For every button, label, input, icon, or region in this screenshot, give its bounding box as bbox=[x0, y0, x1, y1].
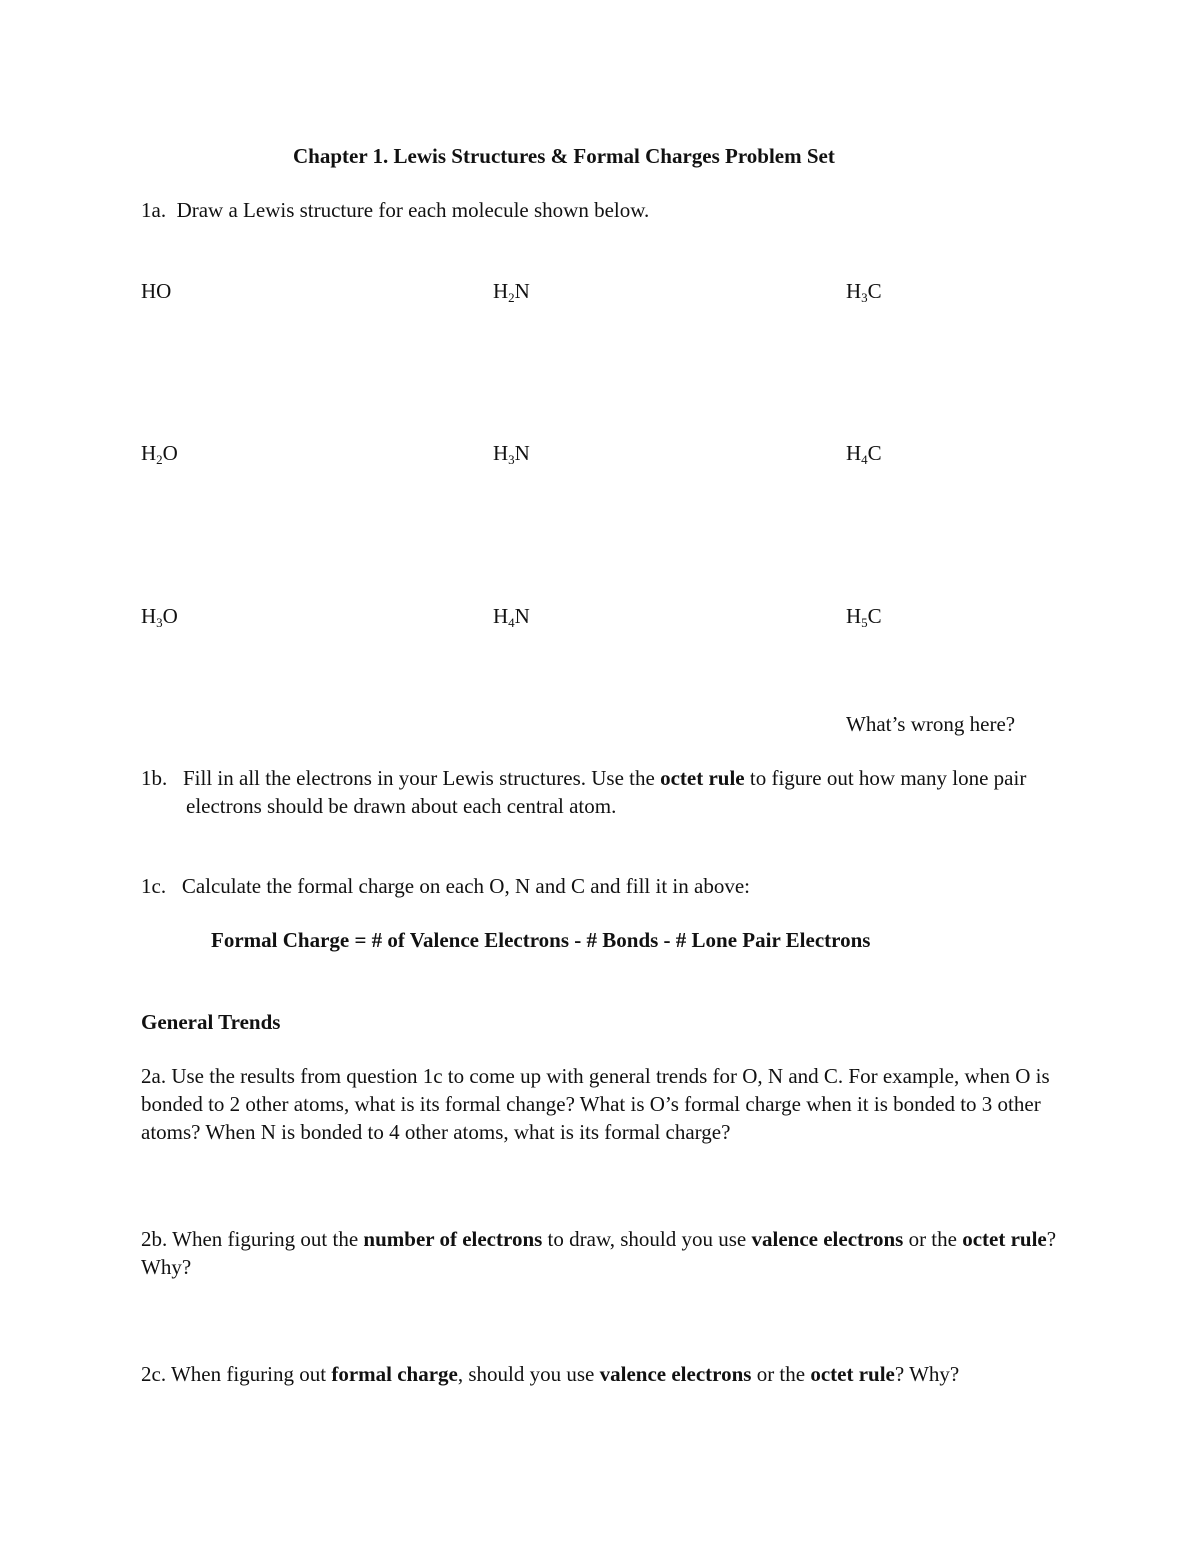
question-1c: 1c. Calculate the formal charge on each O, N and C and fill it in above: bbox=[141, 874, 750, 898]
molecule-h2o: $H_2O$ bbox=[141, 441, 178, 467]
formal-charge-formula: Formal Charge = # of Valence Electrons - # Bonds - # Lone Pair Electrons bbox=[211, 928, 871, 952]
question-1b: 1b. Fill in all the electrons in your Lewis structures. Use the octet rule to figure out how many lone pair electrons should be drawn about each central atom. bbox=[141, 766, 1027, 818]
question-1a-label: 1a. bbox=[141, 198, 167, 222]
molecule-h2n: $H_2N$ bbox=[493, 279, 530, 305]
molecule-ho: HO bbox=[141, 279, 172, 303]
page-title: Chapter 1. Lewis Structures & Formal Charges Problem Set bbox=[293, 144, 835, 168]
question-2b: 2b. When figuring out the number of electrons to draw, should you use valence electrons or the octet rule? Why? bbox=[141, 1227, 1057, 1279]
molecule-h4c: $H_4C$ bbox=[846, 441, 882, 467]
whats-wrong-note: What’s wrong here? bbox=[846, 712, 1016, 736]
molecule-h3o: $H_3O$ bbox=[141, 604, 178, 630]
section-heading: General Trends bbox=[141, 1010, 281, 1034]
molecule-h5c: $H_5C$ bbox=[846, 604, 882, 630]
question-1a bbox=[141, 197, 649, 224]
question-1a-text: Draw a Lewis structure for each molecule shown below. bbox=[176, 198, 650, 222]
question-2a: 2a. Use the results from question 1c to come up with general trends for O, N and C. For example, when O is bonded to 2 other atoms, what is its formal change? What is O’s formal charge when it is bonded to 3 other atoms? When N is bonded to 4 other atoms, what is its formal charge? bbox=[141, 1064, 1050, 1144]
molecule-h3c: $H_3C$ bbox=[846, 279, 882, 305]
molecule-h4n: $H_4N$ bbox=[493, 604, 530, 630]
question-2c: 2c. When figuring out formal charge, should you use valence electrons or the octet rule? Why? bbox=[141, 1362, 960, 1386]
molecule-h3n: $H_3N$ bbox=[493, 441, 530, 467]
